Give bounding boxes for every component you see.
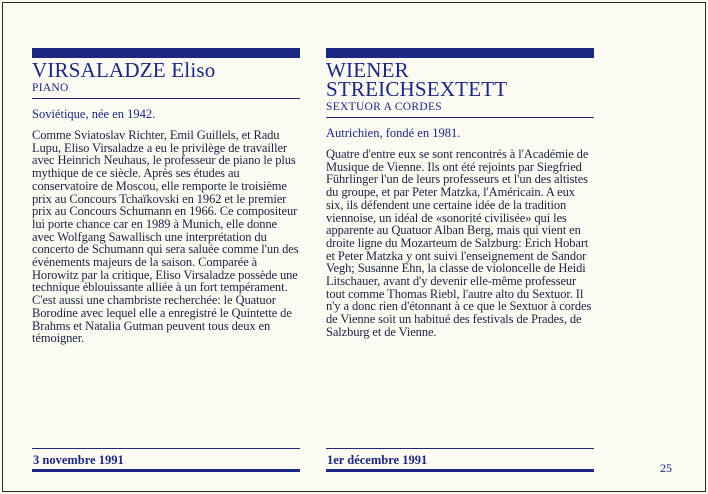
footer-rule-top xyxy=(32,448,300,449)
artist-entry-wiener-streichsextett xyxy=(326,48,594,339)
concert-date-block-right xyxy=(326,448,594,472)
header-bar xyxy=(32,48,300,58)
artist-name: WIENER STREICHSEXTETT xyxy=(326,58,508,101)
footer-rule-bottom xyxy=(32,469,300,472)
artist-biography: Quatre d'entre eux se sont rencontrés à l'Académie de Musique de Vienne. Ils ont été rejoints par Siegfried Führlinger l'un de leurs professeurs et l'un des altistes du groupe, et par Peter Matzka, l'Américain. A eux six, ils défendent une certaine idée de la tradition viennoise, un idéal de «sonorité civilisée» qui les apparente au Quatuor Alban Berg, mais qui vient en droite ligne du Mozarteum de Salzburg: Erich Hobart et Peter Matzka y ont suivi l'enseignement de Sandor Vegh; Susanne Ehn, la classe de violoncelle de Heidi Litschauer, avant d'y devenir elle-même professeur tout comme Thomas Riebl, l'autre alto du Sextuor. Il n'y a donc rien d'étonnant à ce que le Sextuor à cordes de Vienne soit un habitué des festivals de Prades, de Salzburg et de Vienne. xyxy=(326,147,592,339)
header-bar xyxy=(326,48,594,58)
header-rule xyxy=(32,98,300,99)
footer-rule-top xyxy=(326,448,594,449)
artist-origin: Soviétique, née en 1942. xyxy=(32,107,156,121)
artist-biography: Comme Sviatoslav Richter, Emil Guillels, et Radu Lupu, Eliso Virsaladze a eu le privilège de travailler avec Heinrich Neuhaus, le professeur de piano le plus mythique de ce siècle. Après ses études au conservatoire de Moscou, elle remporte le troisième prix au Concours Tchaïkovski en 1962 et le premier prix au Concours Schumann en 1966. Ce compositeur lui porte chance car en 1989 à Munich, elle donne avec Wolfgang Sawallisch une interprétation du concerto de Schumann qui sera saluée comme l'un des événements majeurs de la saison. Comparée à Horowitz par la critique, Eliso Virsaladze possède une technique éblouissante alliée à un fort tempérament. C'est aussi une chambriste recherchée: le Quatuor Borodine avec lequel elle a enregistré le Quintette de Brahms et Natalia Gutman peuvent tous deux en témoigner. xyxy=(32,128,299,346)
header-rule xyxy=(326,117,594,118)
footer-rule-bottom xyxy=(326,469,594,472)
concert-date: 3 novembre 1991 xyxy=(33,453,124,467)
artist-origin: Autrichien, fondé en 1981. xyxy=(326,126,461,140)
artist-instrument: SEXTUOR A CORDES xyxy=(326,101,442,113)
artist-name: VIRSALADZE Eliso xyxy=(32,58,216,82)
page-number: 25 xyxy=(660,461,672,475)
artist-entry-virsaladze xyxy=(32,48,300,345)
concert-date: 1er décembre 1991 xyxy=(327,453,428,467)
concert-date-block-left xyxy=(32,448,300,472)
artist-instrument: PIANO xyxy=(32,82,69,94)
